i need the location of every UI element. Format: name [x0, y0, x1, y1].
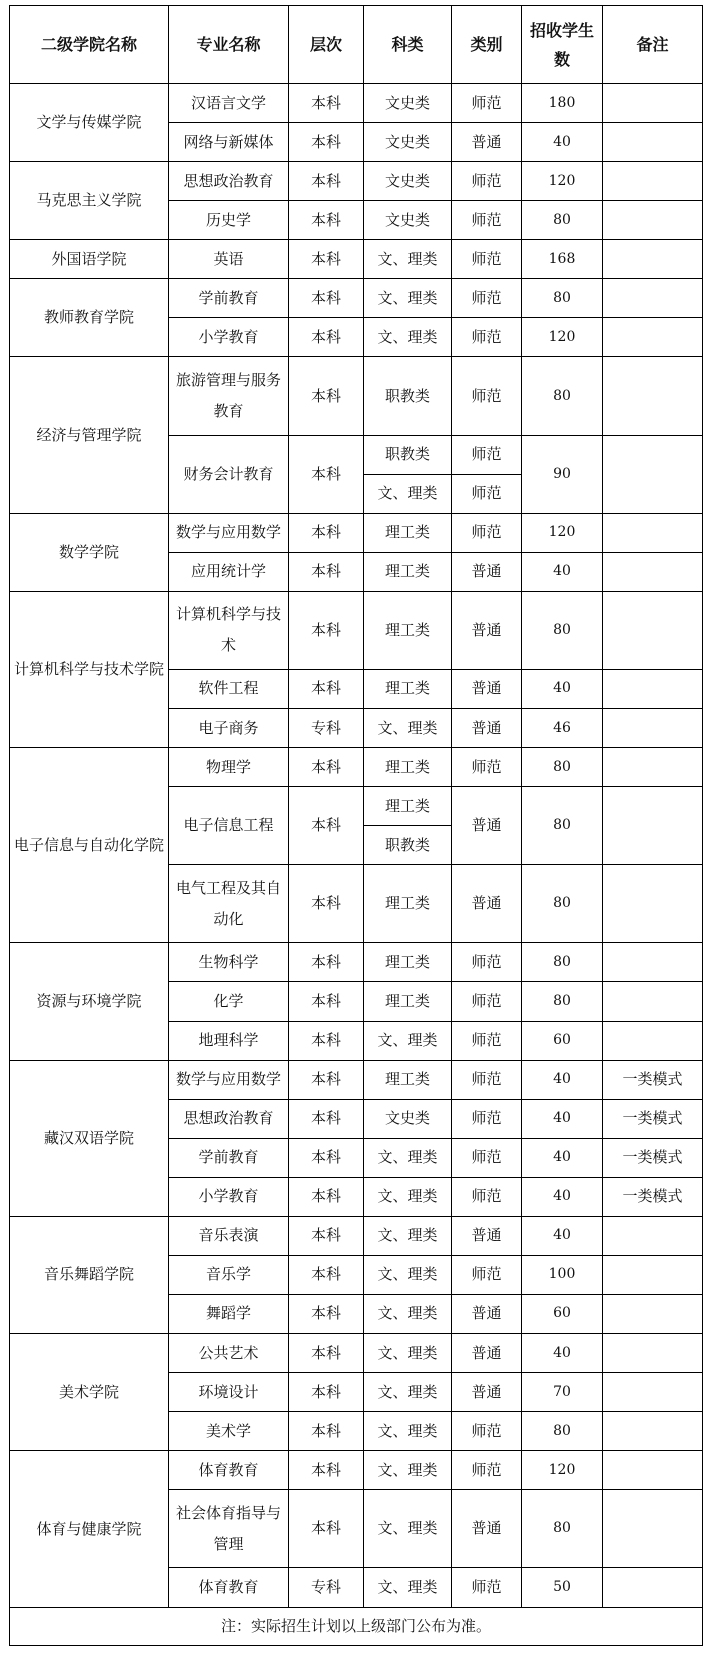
- cell-category: 普通: [452, 591, 522, 669]
- cell-major: 思想政治教育: [169, 162, 289, 201]
- cell-major: 化学: [169, 982, 289, 1021]
- cell-category: 师范: [452, 1177, 522, 1216]
- cell-level: 本科: [289, 865, 364, 943]
- cell-note: 一类模式: [603, 1138, 703, 1177]
- cell-major: 物理学: [169, 748, 289, 787]
- cell-level: 本科: [289, 1099, 364, 1138]
- cell-level: 本科: [289, 669, 364, 708]
- table-row: [10, 1334, 703, 1373]
- cell-subject: 理工类: [364, 787, 452, 826]
- header-subject: 科类: [364, 6, 452, 84]
- cell-subject: 文史类: [364, 201, 452, 240]
- cell-major: 网络与新媒体: [169, 123, 289, 162]
- cell-count: 100: [522, 1255, 603, 1294]
- cell-count: 80: [522, 943, 603, 982]
- table-row: [10, 84, 703, 123]
- cell-count: 90: [522, 435, 603, 513]
- cell-subject: 理工类: [364, 591, 452, 669]
- cell-count: 40: [522, 1216, 603, 1255]
- cell-level: 本科: [289, 435, 364, 513]
- cell-count: 80: [522, 748, 603, 787]
- cell-subject: 文、理类: [364, 1138, 452, 1177]
- cell-level: 本科: [289, 1294, 364, 1333]
- cell-subject: 文史类: [364, 1099, 452, 1138]
- cell-category: 师范: [452, 1451, 522, 1490]
- cell-major: 电子商务: [169, 709, 289, 748]
- cell-subject: 理工类: [364, 943, 452, 982]
- cell-subject: 理工类: [364, 865, 452, 943]
- cell-major: 小学教育: [169, 1177, 289, 1216]
- cell-level: 本科: [289, 1021, 364, 1060]
- cell-college: 体育与健康学院: [10, 1451, 169, 1608]
- cell-level: 本科: [289, 1334, 364, 1373]
- cell-subject: 文史类: [364, 123, 452, 162]
- cell-note: [603, 318, 703, 357]
- cell-college: 藏汉双语学院: [10, 1060, 169, 1216]
- cell-subject: 文、理类: [364, 1177, 452, 1216]
- cell-major: 音乐表演: [169, 1216, 289, 1255]
- cell-major: 汉语言文学: [169, 84, 289, 123]
- cell-subject: 文史类: [364, 162, 452, 201]
- table-row: [10, 279, 703, 318]
- cell-category: 师范: [452, 1568, 522, 1608]
- cell-note: [603, 84, 703, 123]
- table-row: [10, 591, 703, 630]
- cell-college: 资源与环境学院: [10, 943, 169, 1060]
- cell-category: 师范: [452, 1021, 522, 1060]
- table-row: [10, 162, 703, 201]
- cell-subject: 文、理类: [364, 1373, 452, 1412]
- cell-subject: 理工类: [364, 669, 452, 708]
- cell-category: 师范: [452, 84, 522, 123]
- cell-note: [603, 1294, 703, 1333]
- cell-subject: 文、理类: [364, 1021, 452, 1060]
- cell-college: 外国语学院: [10, 240, 169, 279]
- cell-note: [603, 787, 703, 865]
- cell-count: 80: [522, 357, 603, 435]
- cell-level: 本科: [289, 513, 364, 552]
- header-category: 类别: [452, 6, 522, 84]
- cell-count: 70: [522, 1373, 603, 1412]
- cell-subject: 文、理类: [364, 709, 452, 748]
- cell-note: [603, 1412, 703, 1451]
- cell-subject: 职教类: [364, 357, 452, 435]
- cell-level: 本科: [289, 357, 364, 435]
- cell-major: 生物科学: [169, 943, 289, 982]
- cell-count: 40: [522, 1138, 603, 1177]
- cell-college: 音乐舞蹈学院: [10, 1216, 169, 1333]
- cell-level: 本科: [289, 748, 364, 787]
- cell-category: 师范: [452, 162, 522, 201]
- cell-major: 应用统计学: [169, 552, 289, 591]
- cell-subject: 文、理类: [364, 318, 452, 357]
- cell-note: [603, 943, 703, 982]
- cell-count: 40: [522, 669, 603, 708]
- cell-category: 普通: [452, 1373, 522, 1412]
- cell-note: [603, 591, 703, 669]
- cell-category: 普通: [452, 669, 522, 708]
- cell-note: [603, 1334, 703, 1373]
- table-row: [10, 1216, 703, 1255]
- cell-subject: 理工类: [364, 552, 452, 591]
- cell-count: 120: [522, 513, 603, 552]
- cell-college: 文学与传媒学院: [10, 84, 169, 162]
- cell-note: [603, 1255, 703, 1294]
- cell-college: 电子信息与自动化学院: [10, 748, 169, 943]
- cell-level: 本科: [289, 552, 364, 591]
- cell-count: 50: [522, 1568, 603, 1608]
- cell-subject: 理工类: [364, 1060, 452, 1099]
- cell-major: 英语: [169, 240, 289, 279]
- cell-major: 音乐学: [169, 1255, 289, 1294]
- cell-count: 40: [522, 1099, 603, 1138]
- cell-level: 本科: [289, 1177, 364, 1216]
- cell-subject: 文、理类: [364, 1294, 452, 1333]
- cell-subject: 理工类: [364, 982, 452, 1021]
- cell-level: 本科: [289, 162, 364, 201]
- cell-category: 师范: [452, 1099, 522, 1138]
- cell-college: 经济与管理学院: [10, 357, 169, 513]
- table-body: [10, 84, 703, 1608]
- table-row: [10, 357, 703, 396]
- cell-major: 舞蹈学: [169, 1294, 289, 1333]
- cell-major: 思想政治教育: [169, 1099, 289, 1138]
- cell-category: 师范: [452, 1255, 522, 1294]
- cell-level: 本科: [289, 201, 364, 240]
- cell-level: 本科: [289, 240, 364, 279]
- cell-category: 师范: [452, 279, 522, 318]
- cell-level: 本科: [289, 982, 364, 1021]
- cell-count: 80: [522, 865, 603, 943]
- cell-major: 学前教育: [169, 1138, 289, 1177]
- cell-note: [603, 1490, 703, 1568]
- cell-note: 一类模式: [603, 1099, 703, 1138]
- footnote-row: [10, 1608, 703, 1646]
- cell-count: 80: [522, 1412, 603, 1451]
- cell-major: 数学与应用数学: [169, 513, 289, 552]
- header-count: 招收学生数: [522, 6, 603, 84]
- cell-level: 本科: [289, 1138, 364, 1177]
- cell-category: 普通: [452, 1294, 522, 1333]
- table-row: [10, 943, 703, 982]
- cell-major: 软件工程: [169, 669, 289, 708]
- cell-college: 数学学院: [10, 513, 169, 591]
- cell-note: 一类模式: [603, 1060, 703, 1099]
- cell-count: 40: [522, 1334, 603, 1373]
- cell-level: 本科: [289, 84, 364, 123]
- cell-level: 本科: [289, 787, 364, 865]
- cell-count: 40: [522, 123, 603, 162]
- cell-subject: 文、理类: [364, 279, 452, 318]
- cell-college: 教师教育学院: [10, 279, 169, 357]
- cell-major: 数学与应用数学: [169, 1060, 289, 1099]
- cell-major: 小学教育: [169, 318, 289, 357]
- cell-level: 本科: [289, 1373, 364, 1412]
- cell-subject: 文、理类: [364, 240, 452, 279]
- cell-note: [603, 552, 703, 591]
- header-note: 备注: [603, 6, 703, 84]
- cell-major: 公共艺术: [169, 1334, 289, 1373]
- cell-count: 120: [522, 1451, 603, 1490]
- cell-level: 本科: [289, 943, 364, 982]
- cell-category: 师范: [452, 1060, 522, 1099]
- cell-major: 环境设计: [169, 1373, 289, 1412]
- footnote: 注：实际招生计划以上级部门公布为准。: [10, 1608, 703, 1646]
- cell-major: 旅游管理与服务教育: [169, 357, 289, 435]
- cell-subject: 职教类: [364, 826, 452, 865]
- cell-major: 美术学: [169, 1412, 289, 1451]
- cell-category: 普通: [452, 552, 522, 591]
- header-college: 二级学院名称: [10, 6, 169, 84]
- cell-note: [603, 982, 703, 1021]
- cell-subject: 文史类: [364, 84, 452, 123]
- table-row: [10, 1451, 703, 1490]
- admission-plan-table: [9, 5, 703, 1646]
- cell-note: [603, 201, 703, 240]
- cell-level: 专科: [289, 1568, 364, 1608]
- cell-subject: 文、理类: [364, 1334, 452, 1373]
- cell-level: 本科: [289, 318, 364, 357]
- header-level: 层次: [289, 6, 364, 84]
- cell-category: 师范: [452, 240, 522, 279]
- cell-level: 本科: [289, 1216, 364, 1255]
- cell-category: 师范: [452, 318, 522, 357]
- cell-category: 师范: [452, 513, 522, 552]
- cell-count: 120: [522, 318, 603, 357]
- table-header-row: [10, 6, 703, 84]
- cell-note: [603, 279, 703, 318]
- cell-category: 师范: [452, 435, 522, 474]
- cell-note: [603, 709, 703, 748]
- table-row: [10, 1060, 703, 1099]
- cell-major: 历史学: [169, 201, 289, 240]
- cell-note: [603, 748, 703, 787]
- cell-category: 师范: [452, 1138, 522, 1177]
- cell-note: [603, 669, 703, 708]
- cell-note: [603, 1373, 703, 1412]
- cell-category: 师范: [452, 943, 522, 982]
- cell-subject: 文、理类: [364, 474, 452, 513]
- cell-category: 师范: [452, 1412, 522, 1451]
- cell-count: 60: [522, 1294, 603, 1333]
- cell-major: 体育教育: [169, 1568, 289, 1608]
- cell-count: 46: [522, 709, 603, 748]
- cell-category: 师范: [452, 201, 522, 240]
- cell-major: 计算机科学与技术: [169, 591, 289, 669]
- cell-note: [603, 1216, 703, 1255]
- cell-major: 体育教育: [169, 1451, 289, 1490]
- cell-college: 美术学院: [10, 1334, 169, 1451]
- cell-level: 本科: [289, 591, 364, 669]
- cell-subject: 文、理类: [364, 1568, 452, 1608]
- cell-note: [603, 1451, 703, 1490]
- cell-count: 80: [522, 201, 603, 240]
- table-row: [10, 240, 703, 279]
- cell-note: [603, 240, 703, 279]
- header-major: 专业名称: [169, 6, 289, 84]
- cell-note: [603, 123, 703, 162]
- cell-count: 80: [522, 982, 603, 1021]
- cell-major: 电气工程及其自动化: [169, 865, 289, 943]
- cell-note: [603, 162, 703, 201]
- cell-major: 学前教育: [169, 279, 289, 318]
- cell-category: 普通: [452, 787, 522, 865]
- cell-count: 80: [522, 279, 603, 318]
- cell-college: 计算机科学与技术学院: [10, 591, 169, 747]
- cell-level: 本科: [289, 1490, 364, 1568]
- cell-note: 一类模式: [603, 1177, 703, 1216]
- cell-level: 本科: [289, 1060, 364, 1099]
- table-row: [10, 748, 703, 787]
- cell-note: [603, 513, 703, 552]
- cell-level: 本科: [289, 279, 364, 318]
- cell-major: 地理科学: [169, 1021, 289, 1060]
- cell-note: [603, 435, 703, 513]
- cell-college: 马克思主义学院: [10, 162, 169, 240]
- cell-category: 师范: [452, 748, 522, 787]
- cell-subject: 文、理类: [364, 1216, 452, 1255]
- cell-subject: 理工类: [364, 513, 452, 552]
- cell-category: 师范: [452, 357, 522, 435]
- cell-category: 普通: [452, 1334, 522, 1373]
- cell-major: 电子信息工程: [169, 787, 289, 865]
- cell-note: [603, 357, 703, 435]
- cell-count: 120: [522, 162, 603, 201]
- cell-category: 师范: [452, 982, 522, 1021]
- cell-subject: 文、理类: [364, 1255, 452, 1294]
- cell-subject: 理工类: [364, 748, 452, 787]
- cell-subject: 职教类: [364, 435, 452, 474]
- table-row: [10, 513, 703, 552]
- cell-note: [603, 1021, 703, 1060]
- cell-count: 40: [522, 1060, 603, 1099]
- cell-count: 80: [522, 787, 603, 865]
- cell-note: [603, 1568, 703, 1608]
- cell-subject: 文、理类: [364, 1412, 452, 1451]
- cell-category: 普通: [452, 709, 522, 748]
- cell-level: 本科: [289, 1255, 364, 1294]
- cell-count: 40: [522, 1177, 603, 1216]
- cell-category: 普通: [452, 123, 522, 162]
- cell-count: 80: [522, 591, 603, 669]
- cell-major: 社会体育指导与管理: [169, 1490, 289, 1568]
- cell-count: 60: [522, 1021, 603, 1060]
- cell-category: 普通: [452, 1216, 522, 1255]
- cell-count: 168: [522, 240, 603, 279]
- cell-category: 师范: [452, 474, 522, 513]
- cell-category: 普通: [452, 1490, 522, 1568]
- cell-level: 本科: [289, 1412, 364, 1451]
- cell-major: 财务会计教育: [169, 435, 289, 513]
- cell-level: 本科: [289, 1451, 364, 1490]
- cell-category: 普通: [452, 865, 522, 943]
- cell-subject: 文、理类: [364, 1490, 452, 1568]
- cell-count: 80: [522, 1490, 603, 1568]
- cell-count: 40: [522, 552, 603, 591]
- cell-subject: 文、理类: [364, 1451, 452, 1490]
- cell-note: [603, 865, 703, 943]
- cell-level: 专科: [289, 709, 364, 748]
- cell-count: 180: [522, 84, 603, 123]
- cell-level: 本科: [289, 123, 364, 162]
